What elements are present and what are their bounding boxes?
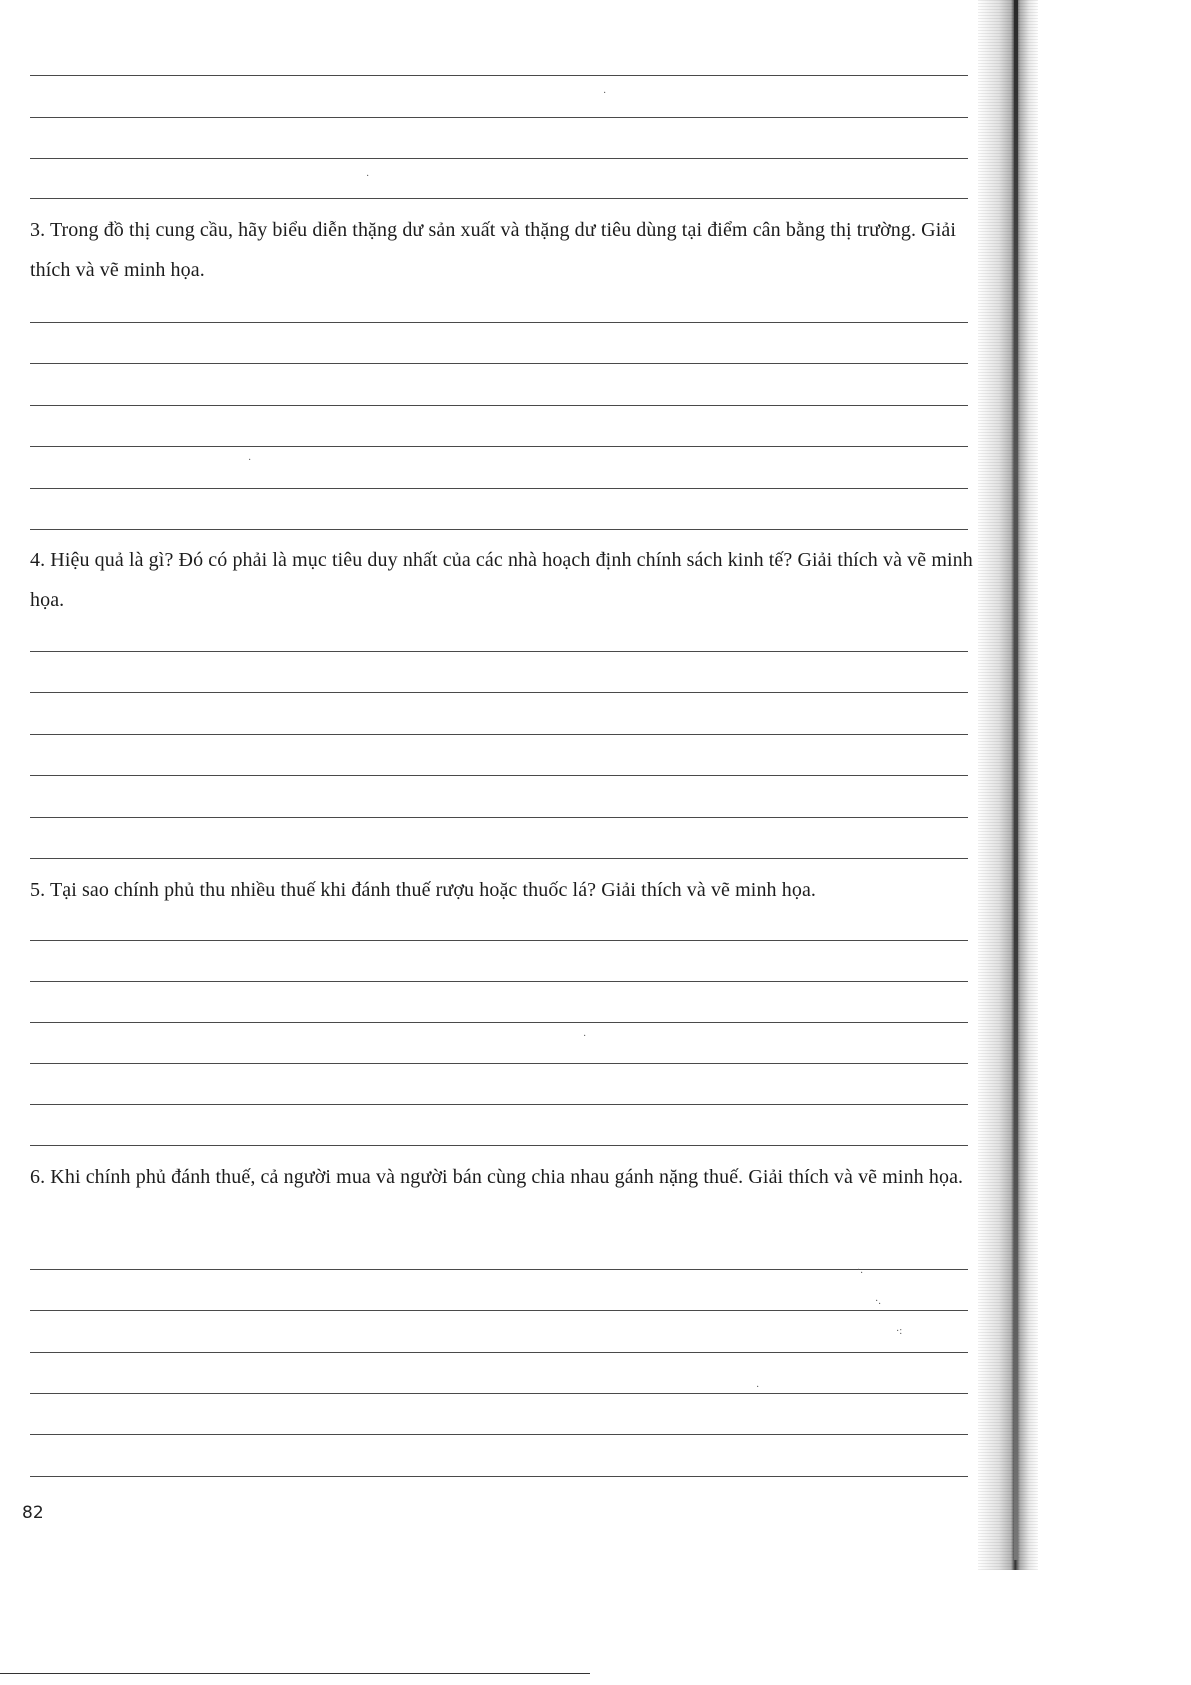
answer-line — [30, 1393, 968, 1394]
page-number: 82 — [22, 1503, 44, 1523]
answer-line — [30, 1145, 968, 1146]
answer-line — [30, 692, 968, 693]
answer-line — [30, 1022, 968, 1023]
answer-line — [30, 322, 968, 323]
scan-speck: ·. — [857, 1265, 863, 1276]
scan-speck: · — [756, 1382, 760, 1393]
answer-line — [30, 651, 968, 652]
question-6: 6. Khi chính phủ đánh thuế, cả người mua và người bán cùng chia nhau gánh nặng thuế. Giải thích và vẽ minh họa. — [30, 1166, 964, 1188]
answer-line — [30, 1434, 968, 1435]
answer-line — [30, 446, 968, 447]
question-3: 3. Trong đồ thị cung cầu, hãy biểu diễn thặng dư sản xuất và thặng dư tiêu dùng tại điểm cân bằng thị trường. Giải thích và vẽ minh họa. — [30, 219, 956, 281]
scan-speck: · — [366, 171, 370, 182]
answer-line — [30, 981, 968, 982]
answer-line — [30, 940, 968, 941]
answer-line — [30, 158, 968, 159]
scan-speck: ·. — [875, 1296, 881, 1307]
scan-speck: · — [583, 1031, 587, 1042]
answer-line — [30, 198, 968, 199]
answer-line — [30, 488, 968, 489]
question-4: 4. Hiệu quả là gì? Đó có phải là mục tiêu duy nhất của các nhà hoạch định chính sách kinh tế? Giải thích và vẽ minh họa. — [30, 549, 973, 611]
answer-line — [30, 775, 968, 776]
answer-line — [30, 1269, 968, 1270]
answer-line — [30, 817, 968, 818]
scan-speck: · — [603, 88, 607, 99]
answer-line — [30, 117, 968, 118]
answer-line — [30, 529, 968, 530]
answer-line — [30, 405, 968, 406]
answer-line — [30, 363, 968, 364]
binding-shadow — [978, 0, 1038, 1570]
answer-line — [30, 1310, 968, 1311]
footer-line — [0, 1673, 590, 1674]
answer-line — [30, 1063, 968, 1064]
answer-line — [30, 1352, 968, 1353]
answer-line — [30, 1476, 968, 1477]
answer-line — [30, 734, 968, 735]
answer-line — [30, 858, 968, 859]
scan-speck: ·: — [896, 1326, 903, 1337]
scan-speck: · — [248, 455, 252, 466]
answer-line — [30, 1104, 968, 1105]
binding-edge — [1014, 0, 1018, 1560]
question-5: 5. Tại sao chính phủ thu nhiều thuế khi đánh thuế rượu hoặc thuốc lá? Giải thích và vẽ minh họa. — [30, 879, 817, 901]
answer-line — [30, 75, 968, 76]
